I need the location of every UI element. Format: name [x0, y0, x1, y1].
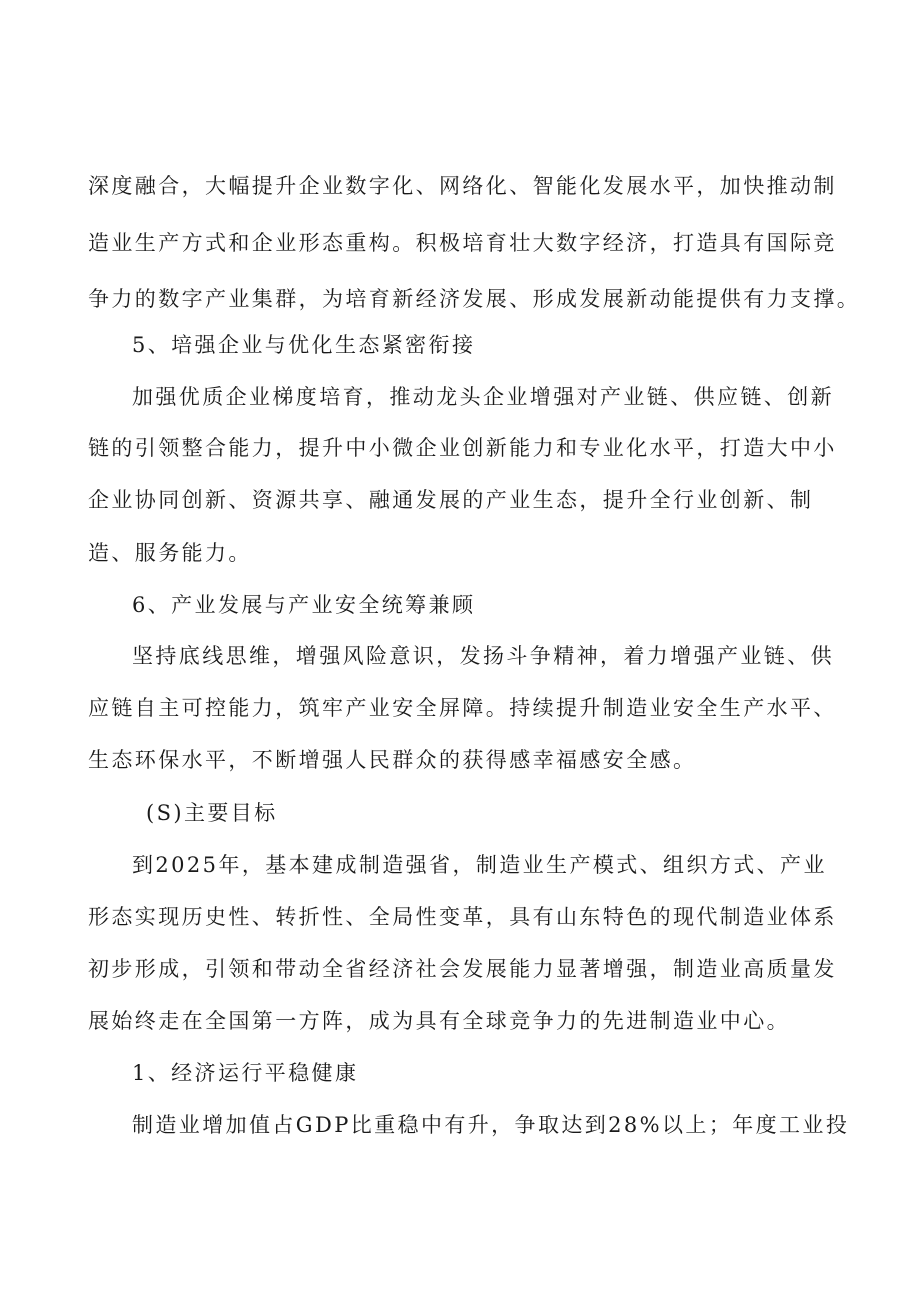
paragraph-line: 造业生产方式和企业形态重构。积极培育壮大数字经济，打造具有国际竞: [88, 231, 837, 255]
paragraph-line: 链的引领整合能力，提升中小微企业创新能力和专业化水平，打造大中小: [88, 436, 837, 460]
paragraph-line: 生态环保水平，不断增强人民群众的获得感幸福感安全感。: [88, 748, 697, 772]
paragraph-line: 企业协同创新、资源共享、融通发展的产业生态，提升全行业创新、制: [88, 488, 814, 512]
section-heading: 1、经济运行平稳健康: [132, 1061, 359, 1085]
paragraph-line: 造、服务能力。: [88, 541, 252, 565]
section-heading: 6、产业发展与产业安全统筹兼顾: [132, 593, 476, 617]
paragraph-line: 加强优质企业梯度培育，推动龙头企业增强对产业链、供应链、创新: [132, 385, 834, 409]
section-heading: (S)主要目标: [146, 801, 278, 825]
paragraph-line: 初步形成，引领和带动全省经济社会发展能力显著增强，制造业高质量发: [88, 957, 837, 981]
paragraph-line: 展始终走在全国第一方阵，成为具有全球竞争力的先进制造业中心。: [88, 1009, 790, 1033]
paragraph-line: 到2025年，基本建成制造强省，制造业生产模式、组织方式、产业: [132, 853, 827, 877]
paragraph-line: 应链自主可控能力，筑牢产业安全屏障。持续提升制造业安全生产水平、: [88, 696, 837, 720]
paragraph-line: 争力的数字产业集群，为培育新经济发展、形成发展新动能提供有力支撑。: [88, 287, 861, 311]
paragraph-line: 形态实现历史性、转折性、全局性变革，具有山东特色的现代制造业体系: [88, 905, 837, 929]
section-heading: 5、培强企业与优化生态紧密衔接: [132, 333, 476, 357]
paragraph-line: 坚持底线思维，增强风险意识，发扬斗争精神，着力增强产业链、供: [132, 644, 834, 668]
paragraph-line: 制造业增加值占GDP比重稳中有升，争取达到28%以上；年度工业投: [132, 1113, 850, 1137]
paragraph-line: 深度融合，大幅提升企业数字化、网络化、智能化发展水平，加快推动制: [88, 174, 837, 198]
